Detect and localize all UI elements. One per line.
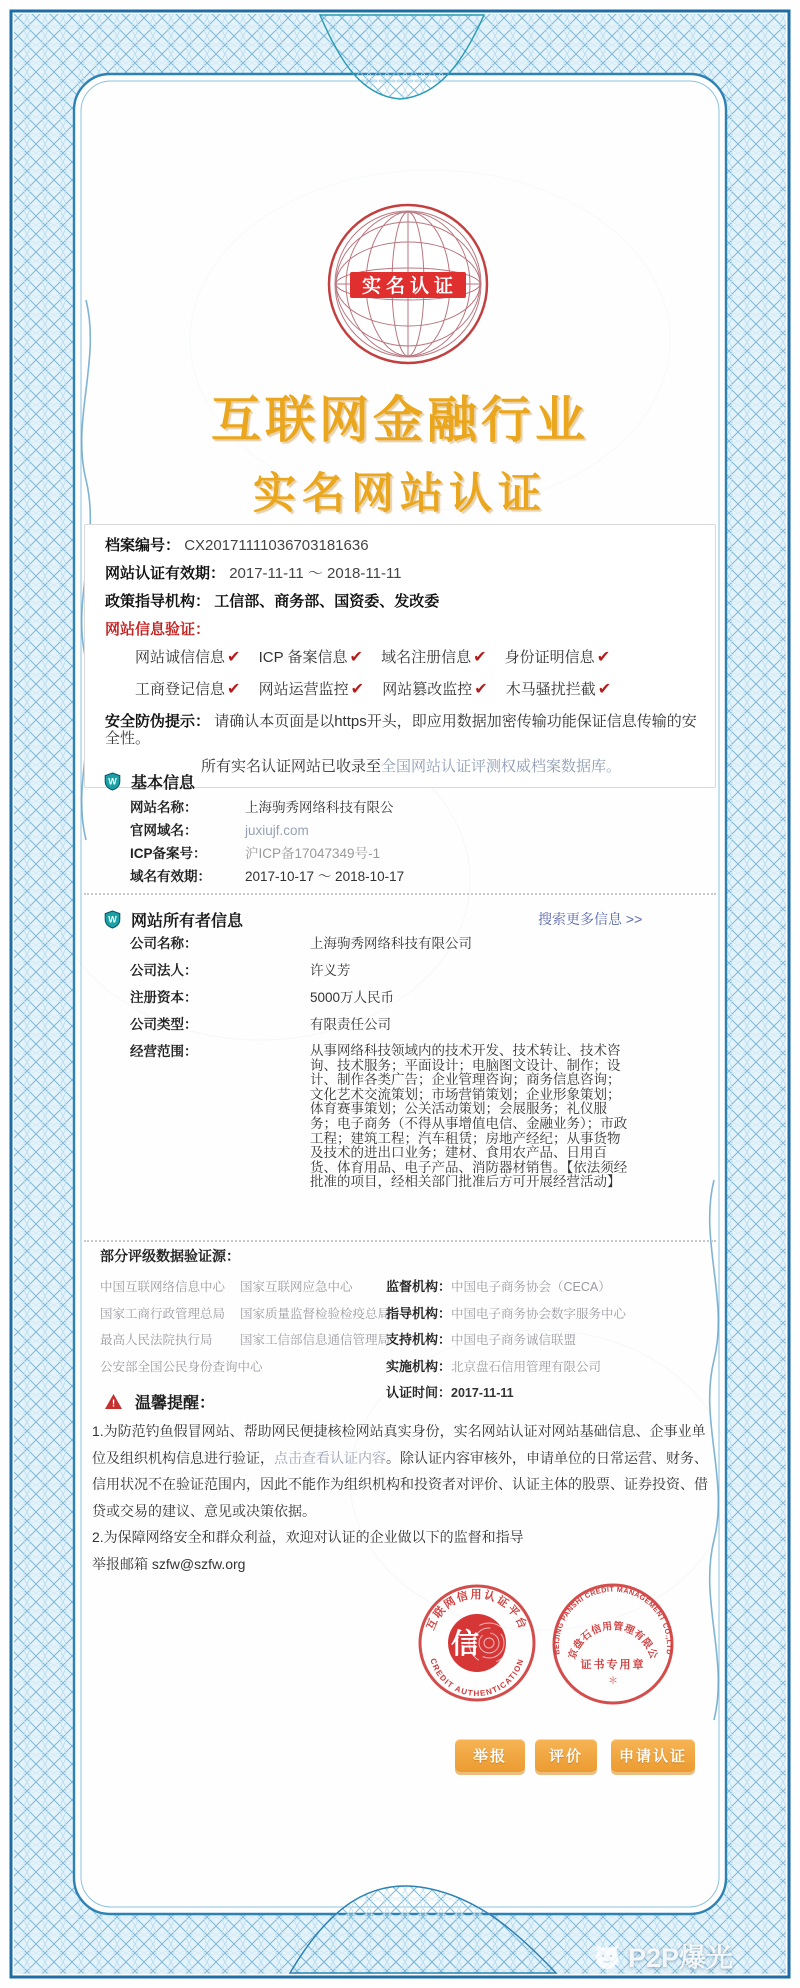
policy-agency-row — [105, 593, 701, 610]
site-domain-label: 官网域名： — [130, 823, 198, 838]
domain-validity-label: 域名有效期： — [130, 869, 211, 884]
check-icon: ✔ — [473, 649, 487, 666]
shield-icon — [104, 772, 121, 791]
notice-body — [92, 1418, 710, 1577]
cert-date-label: 认证时间： — [386, 1385, 452, 1400]
seal-bottom-arc-text: CREDIT AUTHENTICATION — [428, 1657, 526, 1699]
rating-sources-section — [100, 1246, 716, 1407]
owner-info-header — [104, 908, 716, 931]
source-item: 公安部全国公民身份查询中心 — [100, 1359, 263, 1374]
source-item: 国家工商行政管理总局 — [100, 1306, 226, 1321]
check-icon: ✔ — [349, 649, 363, 666]
supervisor-agency-label: 监督机构： — [386, 1279, 452, 1294]
archive-note-text: 所有实名认证网站已收录至 — [201, 758, 382, 775]
certification-seals — [402, 1580, 692, 1712]
policy-agency-value: 工信部、商务部、国资委、发改委 — [214, 593, 440, 610]
rating-sources-columns — [100, 1274, 716, 1407]
section-divider — [84, 1240, 716, 1242]
verify-item-label: 网站篡改监控 — [382, 681, 473, 698]
report-button[interactable]: 举报 — [455, 1739, 525, 1772]
verify-item — [505, 649, 610, 666]
security-tip-row — [105, 713, 701, 747]
seal-star: ＊ — [608, 1676, 618, 1687]
check-icon: ✔ — [227, 681, 241, 698]
verify-item-label: 网站运营监控 — [258, 681, 349, 698]
verify-item-label: 身份证明信息 — [504, 649, 595, 666]
owner-info-title: 网站所有者信息 — [131, 913, 244, 930]
basic-info-header — [104, 770, 195, 793]
verify-item-label: ICP 备案信息 — [258, 649, 348, 666]
evaluate-button[interactable]: 评价 — [535, 1739, 597, 1772]
basic-info-title: 基本信息 — [131, 775, 196, 792]
business-scope-row — [130, 1044, 628, 1190]
apply-certification-button[interactable]: 申请认证 — [611, 1739, 695, 1772]
security-tip-text: 请确认本页面是以https开头，即应用数据加密传输功能保证信息传输的安全性。 — [105, 713, 697, 747]
guidance-agency-value: 中国电子商务协会数字服务中心 — [451, 1306, 627, 1321]
globe-icon — [326, 198, 490, 370]
rating-sources-col3 — [386, 1274, 626, 1407]
verify-item — [381, 649, 486, 666]
watermark-text: P2P爆光 — [628, 1943, 734, 1973]
report-email-text: 举报邮箱 szfw@szfw.org — [92, 1555, 246, 1572]
seal-english-arc-text: BEIJING PANSHI CREDIT MANAGEMENT CO.,LTD — [551, 1584, 675, 1656]
svg-text:W: W — [108, 776, 117, 787]
verify-check-row-2 — [135, 681, 701, 698]
check-icon: ✔ — [227, 649, 241, 666]
watermark-cat-icon — [592, 1942, 622, 1970]
credit-authentication-seal — [420, 1586, 534, 1700]
guidance-agency-row — [386, 1301, 626, 1328]
verify-check-list — [105, 649, 701, 698]
source-item: 最高人民法院执行局 — [100, 1333, 213, 1347]
notice-header — [104, 1390, 215, 1413]
notice-paragraph-1-cont: 。除认证内容审核外，申请单位的日常运营、财务、信用状况不在验证范围内，因此不能作为组织机构和投资者对评价、认证主体的股票、证券投资、借贷或交易的建议、意见或决策依据。 — [92, 1449, 708, 1519]
site-domain-row — [130, 823, 404, 839]
verify-item — [259, 681, 364, 698]
verify-item — [506, 681, 611, 698]
verify-item — [135, 681, 240, 698]
company-name-label: 公司名称： — [130, 936, 198, 951]
shield-icon — [104, 910, 121, 929]
company-name-value: 上海驹秀网络科技有限公司 — [310, 936, 472, 951]
archive-number-label: 档案编号： — [105, 537, 181, 554]
panshi-company-seal — [552, 1585, 674, 1703]
business-scope-value: 从事网络科技领域内的技术开发、技术转让、技术咨询、技术服务；平面设计；电脑图文设计、制作；设计、制作各类广告；企业管理咨询；商务信息咨询；文化艺术交流策划；市场营销策划；企业形象策划；体育赛事策划；公关活动策划；会展服务；礼仪服务；电子商务（不得从事增值电信、金融业务）；市政工程；建筑工程；汽车租赁；房地产经纪；从事货物及技术的进出口业务；建材、食用农产品、日用百货、体育用品、电子产品、消防器材销售。【依法须经批准的项目，经相关部门批准后方可开展经营活动】 — [310, 1043, 628, 1190]
domain-validity-row — [130, 869, 404, 885]
security-tip-label: 安全防伪提示： — [105, 713, 211, 730]
site-domain-link[interactable]: juxiujf.com — [245, 823, 309, 838]
source-item: 国家质量监督检验检疫总局 — [240, 1306, 391, 1321]
check-icon: ✔ — [474, 681, 488, 698]
owner-info-rows — [130, 936, 628, 1201]
check-icon: ✔ — [596, 649, 611, 666]
legal-person-row — [130, 963, 628, 979]
certificate-info-panel — [84, 524, 716, 788]
site-name-label: 网站名称： — [130, 800, 198, 815]
svg-text:W: W — [108, 914, 117, 925]
implementing-agency-value: 北京盘石信用管理有限公司 — [451, 1359, 602, 1374]
verify-item — [259, 649, 363, 666]
icp-number-label: ICP备案号： — [130, 846, 207, 861]
verify-item-label: 网站诚信信息 — [135, 649, 226, 666]
search-more-link[interactable]: 搜索更多信息 >> — [538, 911, 643, 927]
registered-capital-label: 注册资本： — [130, 990, 198, 1005]
cert-validity-value: 2017-11-11 ～ 2018-11-11 — [229, 565, 402, 582]
registered-capital-row — [130, 990, 628, 1006]
legal-person-label: 公司法人： — [130, 963, 198, 978]
rating-sources-col2 — [240, 1274, 391, 1407]
realname-badge-label: 实名认证 — [361, 276, 459, 297]
rating-sources-title: 部分评级数据验证源： — [100, 1248, 240, 1264]
view-cert-content-link[interactable]: 点击查看认证内容 — [274, 1449, 386, 1466]
support-agency-row — [386, 1327, 626, 1354]
archive-database-link[interactable]: 全国网站认证评测权威档案数据库。 — [381, 758, 622, 775]
warning-icon — [104, 1393, 123, 1410]
company-type-row — [130, 1017, 628, 1033]
seal-purpose-text: 证书专用章 — [580, 1659, 646, 1671]
section-divider — [84, 893, 716, 895]
cert-validity-label: 网站认证有效期： — [105, 565, 226, 582]
page-title: 互联网金融行业 — [211, 392, 589, 448]
verify-item — [135, 649, 240, 666]
support-agency-label: 支持机构： — [386, 1332, 452, 1347]
rating-sources-col1 — [100, 1274, 263, 1407]
business-scope-label: 经营范围： — [130, 1044, 198, 1059]
cert-date-row — [386, 1380, 626, 1407]
source-item: 国家工信部信息通信管理局 — [240, 1333, 391, 1347]
company-type-value: 有限责任公司 — [310, 1017, 391, 1032]
seal-top-arc-text: 互联网信用认证平台 — [424, 1589, 530, 1633]
notice-paragraph-2: 2.为保障网络安全和群众利益，欢迎对认证的企业做以下的监督和指导 — [92, 1529, 524, 1545]
guidance-agency-label: 指导机构： — [386, 1305, 452, 1321]
notice-paragraph-1: 1.为防范钓鱼假冒网站、帮助网民便捷核检网站真实身份，实名网站认证对网站基础信息、企事业单位及组织机构信息进行验证， — [92, 1423, 706, 1466]
verify-item-label: 木马骚扰拦截 — [505, 681, 596, 698]
basic-info-rows — [130, 800, 404, 892]
verify-section-label: 网站信息验证： — [105, 621, 211, 638]
cert-date-value: 2017-11-11 — [451, 1386, 514, 1400]
source-item: 国家互联网应急中心 — [240, 1280, 353, 1294]
policy-agency-label: 政策指导机构： — [105, 593, 211, 610]
icp-number-value: 沪ICP备17047349号-1 — [245, 846, 381, 861]
check-icon: ✔ — [350, 681, 365, 698]
registered-capital-value: 5000万人民币 — [310, 990, 395, 1005]
site-name-value: 上海驹秀网络科技有限公 — [245, 800, 394, 815]
verify-check-row-1 — [135, 649, 701, 666]
domain-validity-value: 2017-10-17 ～ 2018-10-17 — [245, 869, 405, 884]
legal-person-value: 许义芳 — [310, 963, 351, 978]
realname-globe-emblem — [326, 198, 490, 370]
svg-text:!: ! — [111, 1398, 116, 1410]
verify-item-label: 工商登记信息 — [135, 681, 226, 698]
archive-number-row — [105, 537, 701, 554]
icp-number-row — [130, 846, 404, 862]
check-icon: ✔ — [597, 681, 612, 698]
svg-text:北京盘石信用管理有限公司 — [565, 1619, 660, 1661]
watermark — [592, 1936, 733, 1975]
support-agency-value: 中国电子商务诚信联盟 — [451, 1333, 577, 1347]
seal-center-character: 信 — [450, 1628, 480, 1659]
seal-company-arc-text: 北京盘石信用管理有限公司 — [567, 1621, 659, 1661]
company-name-row — [130, 936, 628, 952]
source-item: 中国互联网络信息中心 — [100, 1280, 226, 1294]
company-type-label: 公司类型： — [130, 1017, 198, 1032]
verify-item-label: 域名注册信息 — [381, 649, 472, 666]
supervisor-agency-value: 中国电子商务协会（CECA） — [451, 1280, 611, 1294]
site-name-row — [130, 800, 404, 816]
page-subtitle: 实名网站认证 — [253, 470, 547, 518]
implementing-agency-row — [386, 1354, 626, 1381]
notice-title: 温馨提醒： — [135, 1395, 216, 1412]
supervisor-agency-row — [386, 1274, 626, 1301]
cert-validity-row — [105, 565, 701, 582]
verify-item — [382, 681, 487, 698]
archive-number-value: CX20171111036703181636 — [184, 537, 369, 554]
svg-text:BEIJING PANSHI CREDIT MANAGEME — [552, 1585, 674, 1656]
implementing-agency-label: 实施机构： — [386, 1358, 452, 1374]
